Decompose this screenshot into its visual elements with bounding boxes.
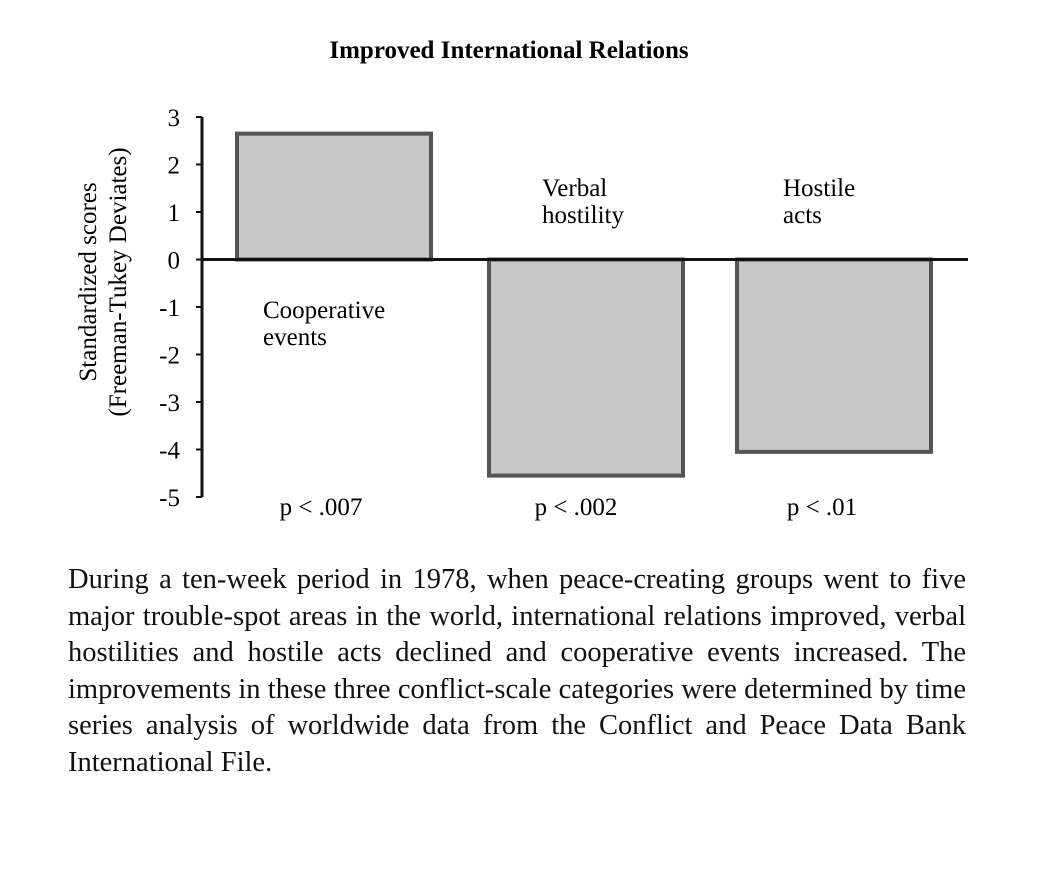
category-label: events <box>263 324 327 351</box>
chart-title: Improved International Relations <box>329 37 689 64</box>
y-tick-label: -5 <box>159 485 180 512</box>
category-label: hostility <box>542 202 624 229</box>
category-label: Verbal <box>542 175 608 202</box>
y-axis-title-line-2: (Freeman-Tukey Deviates) <box>105 147 132 417</box>
category-label: Hostile <box>783 175 856 202</box>
bar-2 <box>737 260 931 452</box>
plot-area <box>159 105 968 521</box>
y-tick-label: -3 <box>159 390 180 417</box>
p-value-label: p < .002 <box>534 494 618 521</box>
p-value-label: p < .007 <box>279 494 363 521</box>
y-tick-label: -4 <box>159 437 180 465</box>
figure-caption: During a ten-week period in 1978, when peace-creating groups went to five major trouble-spot areas in the world, international relations improved, verbal hostilities and hostile acts declined and cooperative events increased. The improvements in these three conflict-scale categories were determined by time series analysis of worldwide data from the Conflict and Peace Data Bank International File. <box>68 564 966 778</box>
y-tick-label: 0 <box>167 247 180 275</box>
bar-1 <box>489 260 683 476</box>
p-value-label: p < .01 <box>786 494 858 521</box>
y-axis-title <box>75 147 132 416</box>
category-label: acts <box>783 202 822 229</box>
y-axis-title-line-1: Standardized scores <box>75 182 102 382</box>
category-label: Cooperative <box>263 297 386 324</box>
y-tick-label: 2 <box>167 152 180 180</box>
y-tick-label: 3 <box>167 105 180 132</box>
y-tick-label: 1 <box>167 200 180 227</box>
bar-0 <box>237 134 431 260</box>
y-tick-label: -1 <box>159 295 180 322</box>
y-tick-label: -2 <box>159 342 180 370</box>
